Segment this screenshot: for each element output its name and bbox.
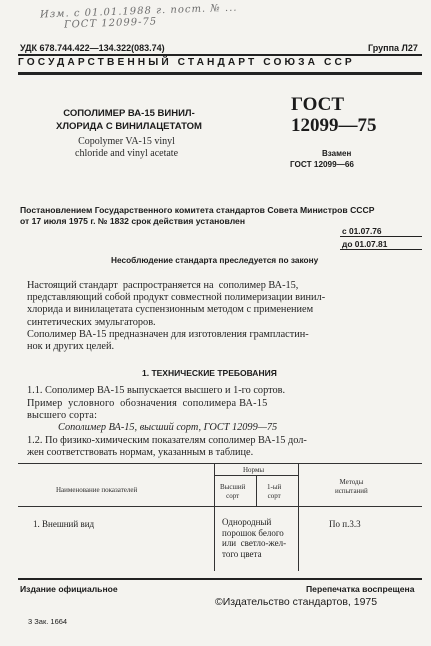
order-number: 3 Зак. 1664 (28, 617, 68, 626)
intro-paragraph-2: Сополимер ВА-15 предназначен для изготовления грампластин- нок и других целей. (27, 329, 309, 353)
replaces-value: ГОСТ 12099—66 (290, 160, 354, 169)
th-norms: Нормы (243, 466, 265, 474)
handwritten-note-top: Изм. с 01.01.1988 г. пост. № ... (39, 2, 238, 21)
designation-example-value: Сополимер ВА-15, высший сорт, ГОСТ 12099—75 (58, 422, 278, 433)
replaces-label: Взамен (322, 149, 352, 158)
section-title-technical-requirements: 1. ТЕХНИЧЕСКИЕ ТРЕБОВАНИЯ (142, 368, 277, 378)
handwritten-note-gost: ГОСТ 12099-75 (63, 16, 158, 31)
date-underline (340, 249, 422, 250)
row1-method: По п.3.3 (329, 519, 361, 529)
row1-norm: Однородный порошок белого или светло-жел- того цвета (222, 517, 287, 559)
clause-1-2: 1.2. По физико-химическим показателям сополимер ВА-15 дол- жен соответствовать нормам, указанным в таблице. (27, 435, 307, 459)
header-bottom-rule (18, 72, 422, 75)
intro-paragraph-1: Настоящий стандарт распространяется на сополимер ВА-15, представляющий собой продукт совместной полимеризации винил- хлорида и винилацетата суспензионным методом с применением синтетических эмульгаторов. (27, 280, 326, 328)
effective-from: с 01.07.76 (342, 226, 382, 236)
table-col-divider-3 (298, 463, 299, 571)
th-first-grade: 1-ый сорт (267, 483, 282, 500)
violation-notice: Несоблюдение стандарта преследуется по закону (111, 255, 319, 265)
decree-text: Постановлением Государственного комитета стандартов Совета Министров СССР от 17 июля 1975 г. № 1832 срок действия установлен (20, 205, 375, 226)
table-col-divider-2 (256, 475, 257, 506)
th-top-grade: Высший сорт (220, 483, 246, 500)
publisher-copyright: ©Издательство стандартов, 1975 (215, 596, 378, 608)
group-code: Группа Л27 (368, 43, 418, 53)
footer-rule (18, 578, 422, 580)
row1-indicator: 1. Внешний вид (33, 519, 95, 529)
header-top-rule (18, 54, 422, 56)
state-standard-banner: ГОСУДАРСТВЕННЫЙ СТАНДАРТ СОЮЗА ССР (18, 57, 355, 68)
table-col-divider-1 (214, 463, 215, 571)
reprint-prohibited: Перепечатка воспрещена (306, 584, 415, 594)
table-top-border (18, 463, 422, 464)
designation-example: Пример условного обозначения сополимера ВА-15 высшего сорта: (27, 398, 268, 422)
gost-number: ГОСТ 12099—75 (291, 94, 377, 136)
standard-title-ru: СОПОЛИМЕР ВА-15 ВИНИЛ- ХЛОРИДА С ВИНИЛАЦЕТАТОМ (56, 108, 202, 132)
th-indicator: Наименование показателей (56, 486, 138, 494)
th-methods: Методы испытаний (335, 478, 368, 495)
effective-to: до 01.07.81 (342, 239, 388, 249)
table-header-bottom-border (18, 506, 422, 507)
clause-1-1: 1.1. Сополимер ВА-15 выпускается высшего и 1-го сортов. (27, 385, 286, 396)
udk-code: УДК 678.744.422—134.322(083.74) (20, 43, 165, 53)
official-edition: Издание официальное (20, 584, 118, 594)
date-separator (340, 236, 422, 237)
standard-title-en: Copolymer VA-15 vinyl chloride and vinyl acetate (75, 136, 179, 159)
